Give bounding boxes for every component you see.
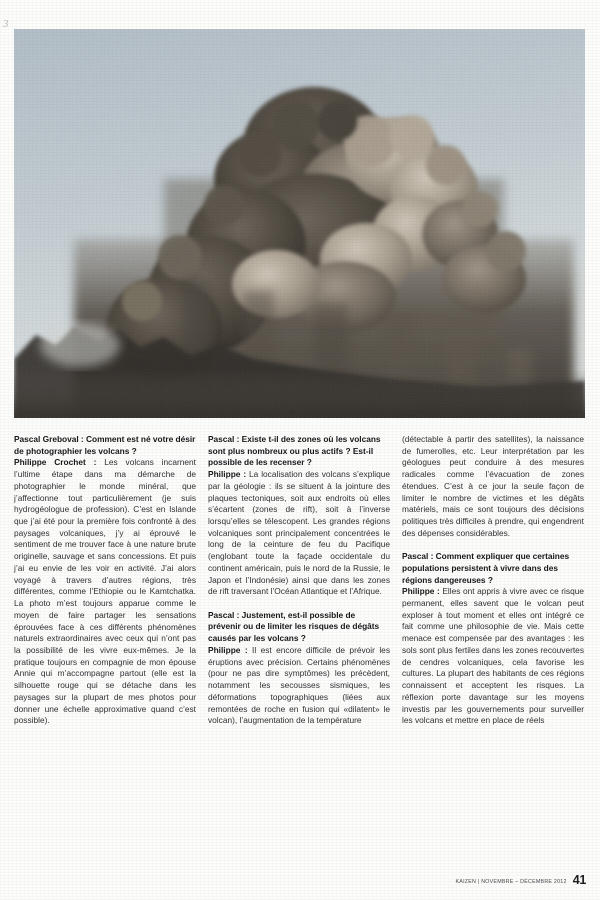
page-footer xyxy=(14,873,586,887)
article-column-1 xyxy=(14,434,196,862)
answer-text-1: Les volcans incarnent l’ultime étape dans ma démarche de photographier le monde minéral, que j’affectionne tout particulièrement (je suis hydrogéologue de profession). C’est en Islande que j’ai été pour la première fois confronté à des paysages volcaniques, j’y ai éprouvé le sentiment de me trouver face à une nature brute originelle, sauvage et sans concessions. Et puis j’ai eu envie de les voir en activité. J’ai alors voyagé à travers d’autres régions, très différentes, comme l’Ethiopie ou le Kamtchatka. La photo m’est toujours apparue comme le moyen de faire partager les sensations éprouvées face à ces différents phénomènes naturels extraordinaires avec ceux qui n’ont pas la possibilité de les vivre eux-mêmes. Je la pratique toujours en compagnie de mon épouse Annie qui m’accompagne partout (elle est la silhouette rouge qui se détache dans les paysages sur la plupart de mes photos pour donner une échelle approximative quand c’est possible). xyxy=(14,457,196,726)
footer-credit: KAIZEN | NOVEMBRE – DÉCEMBRE 2012 xyxy=(455,879,567,885)
answer-2 xyxy=(208,469,390,598)
speaker-label-1: Philippe Crochet : xyxy=(14,457,97,468)
question-1: Pascal Greboval : Comment est né votre désir de photographier les volcans ? xyxy=(14,434,196,456)
question-3: Pascal : Justement, est-il possible de prévenir ou de limiter les risques de dégâts causés par les volcans ? xyxy=(208,609,380,644)
volcanic-eruption-ash-plume-image xyxy=(14,29,585,418)
article-column-2 xyxy=(208,434,390,862)
answer-4 xyxy=(402,586,584,727)
question-2: Pascal : Existe t-il des zones où les volcans sont plus nombreux ou plus actifs ? Est-il possible de les recenser ? xyxy=(208,434,381,468)
speaker-label-2: Philippe : xyxy=(208,469,247,480)
question-4: Pascal : Comment expliquer que certaines populations persistent à vivre dans des régions dangereuses ? xyxy=(402,551,570,585)
article-column-3 xyxy=(402,434,584,862)
answer-3 xyxy=(208,645,390,727)
answer-1 xyxy=(14,457,196,727)
answer-text-4: Elles ont appris à vivre avec ce risque permanent, elles savent que le volcan peut exploser à tout moment et elles ont intégré ce fait comme une philosophie de vie. Mais cette menace est compensée par des avantages : les sols sont plus fertiles dans les zones recouvertes de cendres volcaniques, cela favorise les cultures. La plupart des habitants de ces régions connaissent et acceptent les risques. La réflexion porte davantage sur les moyens investis par les gouvernements pour surveiller les volcans et mettre en place de réels xyxy=(402,586,585,726)
page-number: 41 xyxy=(572,873,586,887)
answer-3-continued: (détectable à partir des satellites), la naissance de fumerolles, etc. Leur interprétation par les géologues peut conduire à des mesures radicales comme l’évacuation de zones étendues. C’est à ce jour la seule façon de limiter le nombre de victimes et les dégâts matériels, mais ce sont toujours des décisions politiques très difficiles à prendre, qui engendrent des dépenses considérables. xyxy=(402,434,584,538)
answer-text-2: La localisation des volcans s’explique par la géologie : ils se situent à la jointure des plaques tectoniques, soit aux endroits où elles s’écartent (zones de rift), soit à l’inverse lorsqu’elles se télescopent. Les grandes régions volcaniques sont principalement concentrées le long de la ceinture de feu du Pacifique (englobant toute la façade occidentale du continent américain, puis le nord de la Russie, le Japon et l’Indonésie) ainsi que dans les zones de rift traversant l’Océan Atlantique et l’Afrique. xyxy=(208,469,390,597)
speaker-label-3: Philippe : xyxy=(208,644,248,655)
article-columns xyxy=(14,434,586,862)
volcano-photo xyxy=(14,29,585,418)
scan-mark: 3 xyxy=(3,18,9,30)
answer-text-3: Il est encore difficile de prévoir les éruptions avec précision. Certains phénomènes (pour ne pas dire symptômes) les précèdent, notamment les secousses sismiques, les déformations topographiques (liées aux remontées de roche en fusion qui «dilatent» le volcan), l’augmentation de la température xyxy=(208,644,390,726)
speaker-label-4: Philippe : xyxy=(402,586,440,597)
